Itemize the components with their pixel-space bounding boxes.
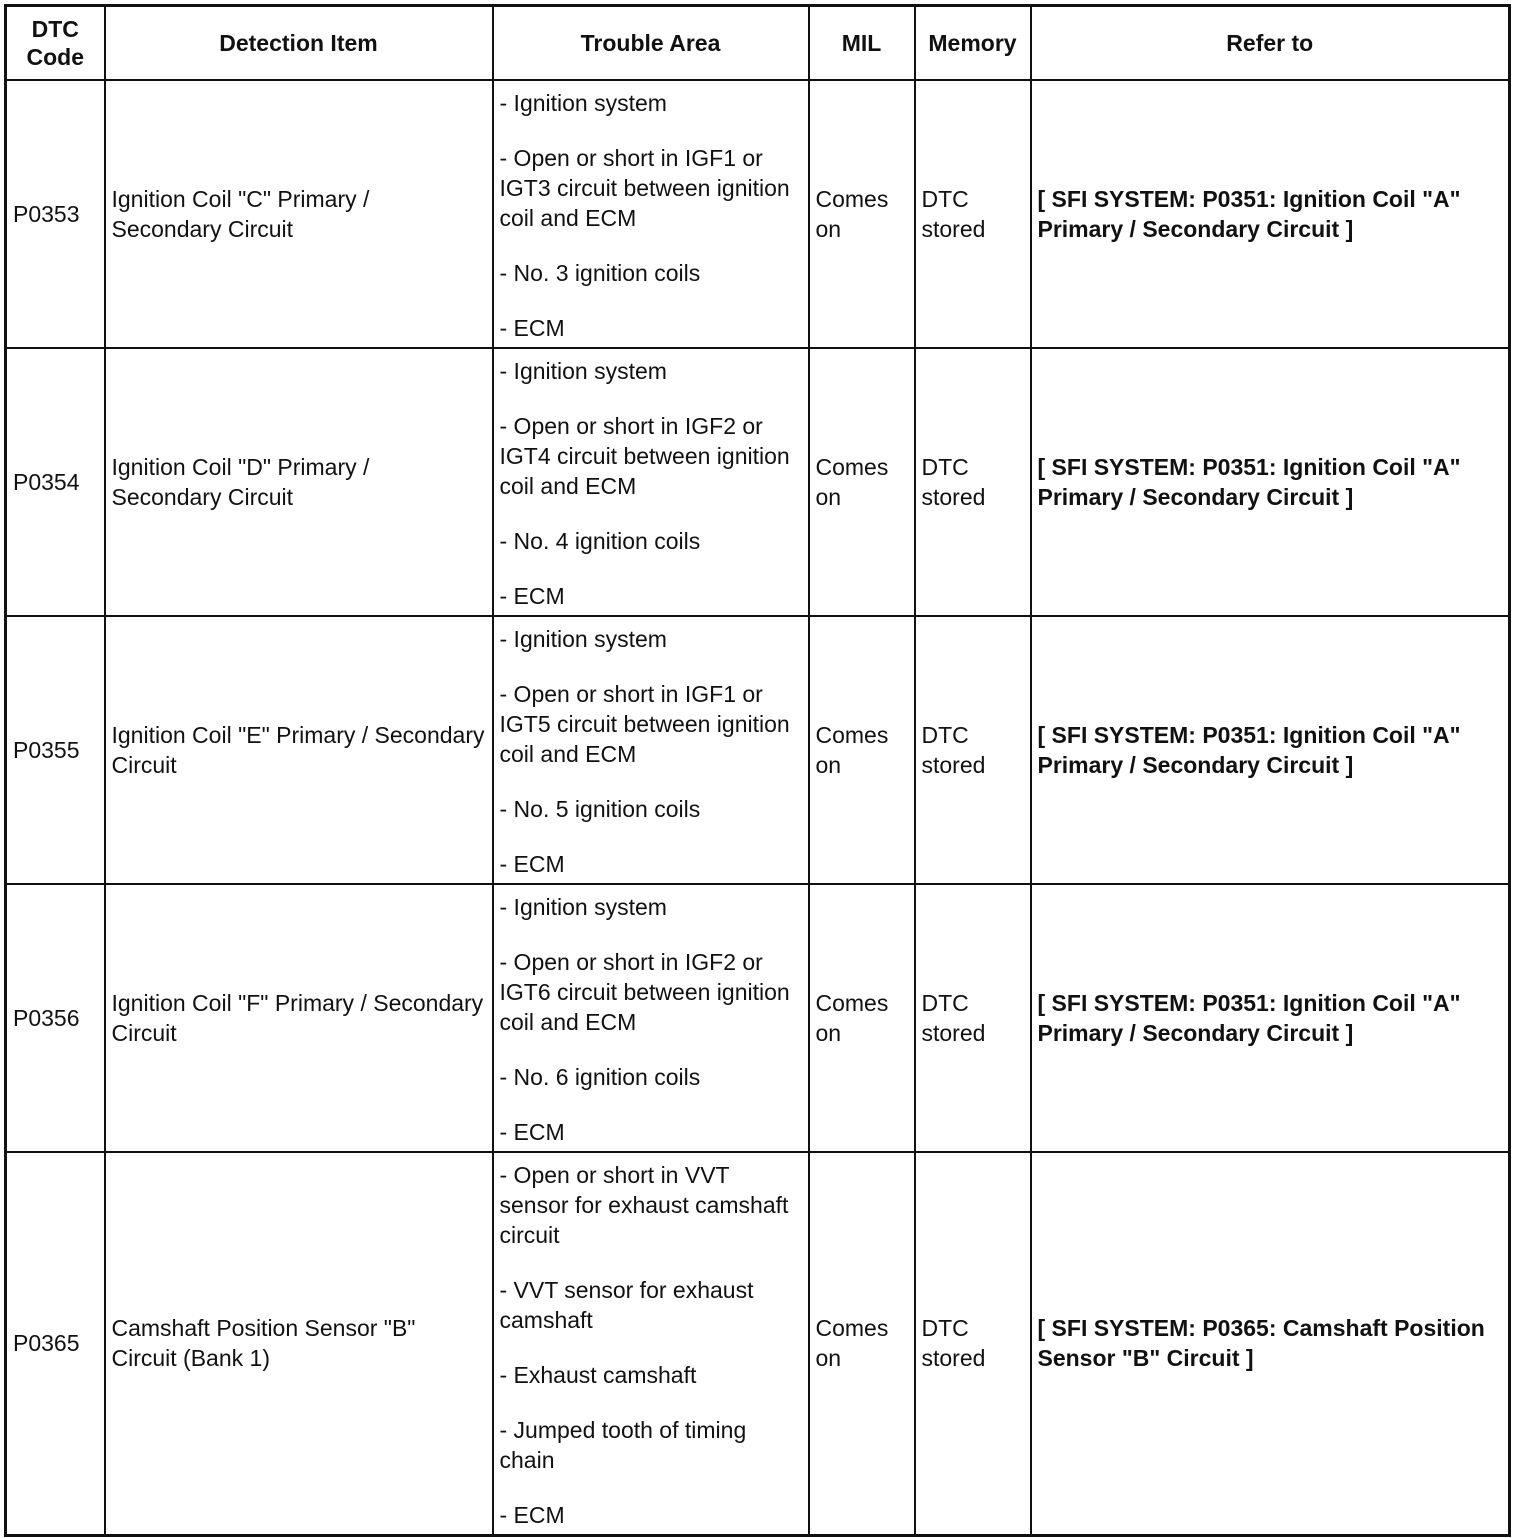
header-dtc-code: [6, 6, 105, 80]
trouble-area-cell: [493, 884, 809, 1152]
mil-cell: Comes on: [809, 80, 915, 348]
table-row: [6, 348, 1510, 616]
trouble-area-cell: [493, 1152, 809, 1536]
refer-to-link[interactable]: [ SFI SYSTEM: P0351: Ignition Coil "A" Primary / Secondary Circuit ]: [1037, 721, 1461, 778]
header-memory: Memory: [915, 6, 1031, 80]
detection-item-cell: Ignition Coil "F" Primary / Secondary Circuit: [105, 884, 493, 1152]
refer-to-link[interactable]: [ SFI SYSTEM: P0351: Ignition Coil "A" Primary / Secondary Circuit ]: [1037, 185, 1461, 242]
memory-cell: DTC stored: [915, 80, 1031, 348]
dtc-code-cell: P0365: [6, 1152, 105, 1536]
trouble-area-list: [500, 1160, 802, 1530]
trouble-area-item: - ECM: [499, 582, 565, 609]
mil-cell: Comes on: [809, 1152, 915, 1536]
header-refer-to: Refer to: [1031, 6, 1510, 80]
trouble-area-item: - Open or short in IGF1 or IGT5 circuit between ignition coil and ECM: [499, 680, 790, 767]
trouble-area-item: - Ignition system: [499, 89, 667, 116]
dtc-code-cell: P0354: [6, 348, 105, 616]
memory-cell: DTC stored: [915, 1152, 1031, 1536]
trouble-area-cell: [493, 80, 809, 348]
trouble-area-cell: [493, 348, 809, 616]
refer-to-cell: [1031, 80, 1510, 348]
trouble-area-item: - Exhaust camshaft: [499, 1361, 697, 1388]
detection-item-cell: Camshaft Position Sensor "B" Circuit (Bank 1): [105, 1152, 493, 1536]
header-detection-item: Detection Item: [105, 6, 493, 80]
table-row: [6, 1152, 1510, 1536]
refer-to-link[interactable]: [ SFI SYSTEM: P0351: Ignition Coil "A" Primary / Secondary Circuit ]: [1037, 989, 1461, 1046]
table-row: [6, 616, 1510, 884]
trouble-area-item: - ECM: [499, 314, 565, 341]
trouble-area-item: - ECM: [499, 1501, 565, 1528]
dtc-code-cell: P0353: [6, 80, 105, 348]
detection-item-cell: Ignition Coil "C" Primary / Secondary Circuit: [105, 80, 493, 348]
trouble-area-item: - Jumped tooth of timing chain: [499, 1416, 747, 1473]
header-mil: MIL: [809, 6, 915, 80]
refer-to-link[interactable]: [ SFI SYSTEM: P0351: Ignition Coil "A" Primary / Secondary Circuit ]: [1037, 453, 1461, 510]
trouble-area-item: - Open or short in IGF1 or IGT3 circuit between ignition coil and ECM: [499, 144, 790, 231]
dtc-table: [4, 4, 1511, 1537]
trouble-area-item: - ECM: [499, 1118, 565, 1145]
trouble-area-item: - ECM: [499, 850, 565, 877]
table-row: [6, 80, 1510, 348]
dtc-code-cell: P0356: [6, 884, 105, 1152]
trouble-area-cell: [493, 616, 809, 884]
memory-cell: DTC stored: [915, 616, 1031, 884]
trouble-area-list: [500, 624, 802, 879]
mil-cell: Comes on: [809, 616, 915, 884]
trouble-area-item: - Open or short in IGF2 or IGT6 circuit between ignition coil and ECM: [499, 948, 790, 1035]
detection-item-cell: Ignition Coil "D" Primary / Secondary Circuit: [105, 348, 493, 616]
trouble-area-item: - No. 3 ignition coils: [499, 259, 701, 286]
trouble-area-item: - Ignition system: [499, 893, 667, 920]
trouble-area-item: - Ignition system: [499, 625, 667, 652]
header-trouble-area: Trouble Area: [493, 6, 809, 80]
trouble-area-item: - VVT sensor for exhaust camshaft: [499, 1276, 754, 1333]
trouble-area-item: - No. 4 ignition coils: [499, 527, 701, 554]
table-row: [6, 884, 1510, 1152]
trouble-area-item: - Ignition system: [499, 357, 667, 384]
refer-to-cell: [1031, 348, 1510, 616]
refer-to-cell: [1031, 884, 1510, 1152]
header-dtc-code-label: DTC Code: [26, 15, 84, 70]
mil-cell: Comes on: [809, 348, 915, 616]
refer-to-cell: [1031, 616, 1510, 884]
refer-to-cell: [1031, 1152, 1510, 1536]
trouble-area-item: - No. 5 ignition coils: [499, 795, 701, 822]
memory-cell: DTC stored: [915, 884, 1031, 1152]
dtc-code-cell: P0355: [6, 616, 105, 884]
trouble-area-item: - Open or short in IGF2 or IGT4 circuit between ignition coil and ECM: [499, 412, 790, 499]
trouble-area-list: [500, 356, 802, 611]
mil-cell: Comes on: [809, 884, 915, 1152]
trouble-area-item: - Open or short in VVT sensor for exhaust camshaft circuit: [499, 1161, 789, 1248]
trouble-area-list: [500, 88, 802, 343]
memory-cell: DTC stored: [915, 348, 1031, 616]
table-header-row: [6, 6, 1510, 80]
trouble-area-item: - No. 6 ignition coils: [499, 1063, 701, 1090]
refer-to-link[interactable]: [ SFI SYSTEM: P0365: Camshaft Position Sensor "B" Circuit ]: [1037, 1315, 1485, 1371]
detection-item-cell: Ignition Coil "E" Primary / Secondary Circuit: [105, 616, 493, 884]
trouble-area-list: [500, 892, 802, 1147]
